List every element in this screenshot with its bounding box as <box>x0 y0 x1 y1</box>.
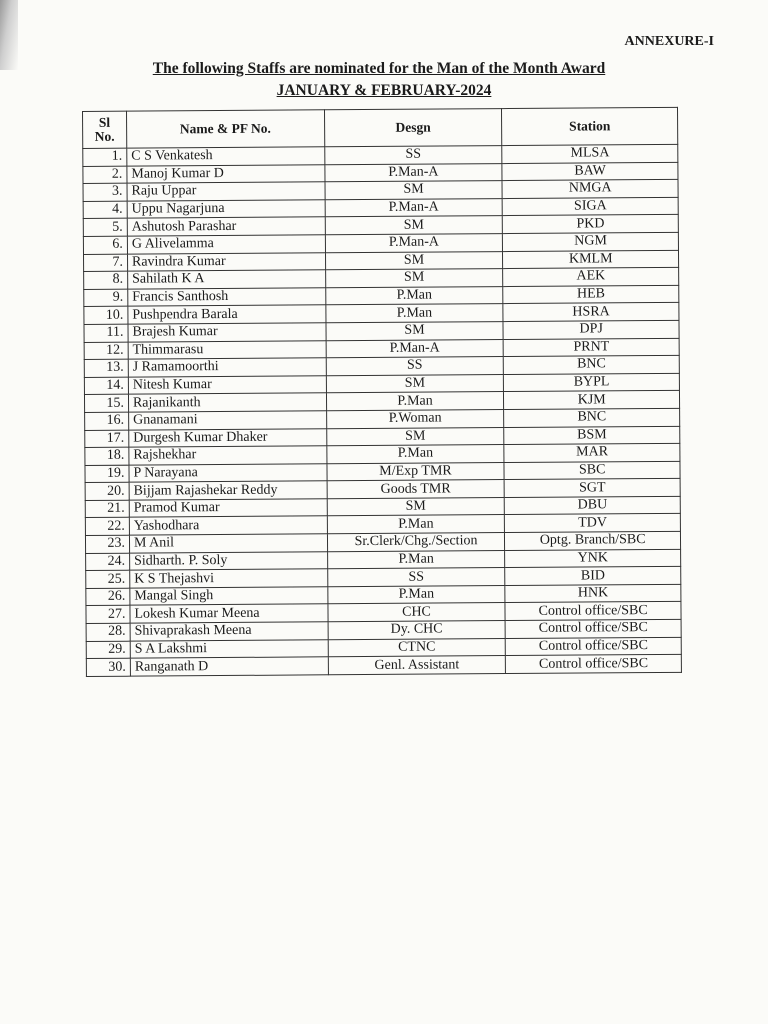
cell-desgn: Goods TMR <box>327 480 505 499</box>
cell-station: HSRA <box>503 303 679 322</box>
cell-desgn: P.Man <box>326 392 504 411</box>
cell-name: J Ramamoorthi <box>128 358 326 377</box>
cell-desgn: P.Man-A <box>325 163 503 182</box>
cell-station: KMLM <box>503 250 679 269</box>
cell-sl-no: 8. <box>84 271 128 289</box>
cell-sl-no: 7. <box>83 254 127 272</box>
cell-name: S A Lakshmi <box>130 639 328 658</box>
cell-desgn: SS <box>327 568 505 587</box>
cell-name: Durgesh Kumar Dhaker <box>129 428 327 447</box>
annexure-label: ANNEXURE-I <box>624 34 714 49</box>
header-sl-line2: No. <box>94 128 115 144</box>
cell-sl-no: 6. <box>83 236 127 254</box>
cell-name: K S Thejashvi <box>130 569 328 588</box>
cell-desgn: CTNC <box>328 638 506 657</box>
table-row <box>86 655 681 677</box>
cell-name: Gnanamani <box>129 411 327 430</box>
cell-sl-no: 10. <box>84 307 128 325</box>
cell-station: MAR <box>504 443 680 462</box>
cell-station: Control office/SBC <box>506 637 682 656</box>
cell-desgn: SS <box>326 357 504 376</box>
cell-name: Mangal Singh <box>130 587 328 606</box>
cell-sl-no: 17. <box>85 430 129 448</box>
cell-name: P Narayana <box>129 463 327 482</box>
cell-desgn: P.Man-A <box>325 234 503 253</box>
header-desgn: Desgn <box>324 109 502 147</box>
table-header-row <box>83 107 678 148</box>
cell-desgn: P.Woman <box>326 409 504 428</box>
cell-desgn: P.Man <box>327 515 505 534</box>
cell-desgn: P.Man <box>327 585 505 604</box>
cell-sl-no: 20. <box>85 482 129 500</box>
cell-station: SGT <box>504 479 680 498</box>
header-sl-line1: Sl <box>98 114 111 130</box>
cell-station: BAW <box>502 162 678 181</box>
cell-station: PKD <box>503 215 679 234</box>
cell-station: BSM <box>504 426 680 445</box>
cell-station: AEK <box>503 267 679 286</box>
cell-station: MLSA <box>502 144 678 163</box>
cell-desgn: P.Man-A <box>326 339 504 358</box>
cell-desgn: SM <box>325 269 503 288</box>
cell-name: Shivaprakash Meena <box>130 622 328 641</box>
nominees-table <box>82 107 682 677</box>
cell-name: Lokesh Kumar Meena <box>130 604 328 623</box>
cell-name: Sidharth. P. Soly <box>129 551 327 570</box>
cell-sl-no: 14. <box>84 377 128 395</box>
cell-sl-no: 4. <box>83 201 127 219</box>
cell-station: HEB <box>503 285 679 304</box>
cell-name: Sahilath K A <box>128 270 326 289</box>
cell-desgn: SM <box>326 374 504 393</box>
cell-station: BNC <box>504 408 680 427</box>
cell-desgn: SM <box>325 216 503 235</box>
cell-name: Ranganath D <box>130 657 328 676</box>
cell-name: Nitesh Kumar <box>128 376 326 395</box>
cell-station: BID <box>505 567 681 586</box>
cell-sl-no: 19. <box>85 465 129 483</box>
cell-name: Raju Uppar <box>127 182 325 201</box>
heading-line-1: The following Staffs are nominated for the Man of the Month Award <box>152 60 606 77</box>
cell-station: YNK <box>505 549 681 568</box>
cell-name: Bijjam Rajashekar Reddy <box>129 481 327 500</box>
cell-name: Manoj Kumar D <box>127 164 325 183</box>
cell-sl-no: 27. <box>86 606 130 624</box>
cell-sl-no: 23. <box>85 535 129 553</box>
cell-sl-no: 3. <box>83 183 127 201</box>
cell-desgn: P.Man-A <box>325 198 503 217</box>
cell-desgn: Genl. Assistant <box>328 656 506 675</box>
cell-sl-no: 9. <box>84 289 128 307</box>
cell-desgn: SM <box>325 181 503 200</box>
cell-station: Control office/SBC <box>505 602 681 621</box>
cell-station: BYPL <box>504 373 680 392</box>
cell-sl-no: 26. <box>86 588 130 606</box>
cell-sl-no: 21. <box>85 500 129 518</box>
cell-station: Control office/SBC <box>505 619 681 638</box>
cell-desgn: SM <box>326 427 504 446</box>
cell-station: KJM <box>504 391 680 410</box>
document-heading <box>0 60 768 100</box>
cell-sl-no: 15. <box>84 394 128 412</box>
cell-name: M Anil <box>129 534 327 553</box>
cell-station: TDV <box>505 514 681 533</box>
cell-name: Yashodhara <box>129 516 327 535</box>
cell-name: Uppu Nagarjuna <box>127 200 325 219</box>
cell-name: Ravindra Kumar <box>127 252 325 271</box>
cell-sl-no: 1. <box>83 148 127 166</box>
cell-name: Ashutosh Parashar <box>127 217 325 236</box>
header-sl-no <box>83 111 127 148</box>
cell-desgn: Dy. CHC <box>328 621 506 640</box>
cell-sl-no: 24. <box>86 553 130 571</box>
cell-desgn: M/Exp TMR <box>327 462 505 481</box>
cell-station: Control office/SBC <box>506 655 682 674</box>
cell-sl-no: 18. <box>85 447 129 465</box>
cell-name: Rajanikanth <box>128 393 326 412</box>
cell-name: Pushpendra Barala <box>128 305 326 324</box>
cell-sl-no: 5. <box>83 219 127 237</box>
cell-sl-no: 29. <box>86 641 130 659</box>
cell-name: Pramod Kumar <box>129 499 327 518</box>
cell-desgn: P.Man <box>325 304 503 323</box>
cell-sl-no: 12. <box>84 342 128 360</box>
cell-desgn: SS <box>324 146 502 165</box>
cell-sl-no: 16. <box>85 412 129 430</box>
heading-line-2: JANUARY & FEBRUARY-2024 <box>276 82 492 99</box>
cell-desgn: P.Man <box>325 286 503 305</box>
cell-station: DBU <box>505 496 681 515</box>
cell-station: PRNT <box>503 338 679 357</box>
cell-sl-no: 28. <box>86 623 130 641</box>
cell-station: NGM <box>503 232 679 251</box>
header-name: Name & PF No. <box>126 110 324 148</box>
cell-desgn: SM <box>327 497 505 516</box>
cell-station: Optg. Branch/SBC <box>505 531 681 550</box>
cell-desgn: CHC <box>328 603 506 622</box>
header-station: Station <box>502 107 678 145</box>
cell-sl-no: 13. <box>84 359 128 377</box>
cell-desgn: SM <box>326 322 504 341</box>
cell-sl-no: 22. <box>85 518 129 536</box>
cell-sl-no: 2. <box>83 166 127 184</box>
cell-desgn: Sr.Clerk/Chg./Section <box>327 533 505 552</box>
cell-sl-no: 11. <box>84 324 128 342</box>
cell-station: DPJ <box>503 320 679 339</box>
cell-name: Francis Santhosh <box>128 288 326 307</box>
cell-name: Rajshekhar <box>129 446 327 465</box>
cell-sl-no: 30. <box>86 658 130 676</box>
cell-name: G Alivelamma <box>127 235 325 254</box>
cell-station: SBC <box>504 461 680 480</box>
cell-station: HNK <box>505 584 681 603</box>
cell-desgn: P.Man <box>326 445 504 464</box>
cell-name: Brajesh Kumar <box>128 323 326 342</box>
cell-station: BNC <box>504 355 680 374</box>
cell-sl-no: 25. <box>86 570 130 588</box>
cell-name: Thimmarasu <box>128 340 326 359</box>
cell-desgn: P.Man <box>327 550 505 569</box>
cell-desgn: SM <box>325 251 503 270</box>
cell-station: NMGA <box>502 180 678 199</box>
cell-name: C S Venkatesh <box>127 147 325 166</box>
cell-station: SIGA <box>502 197 678 216</box>
